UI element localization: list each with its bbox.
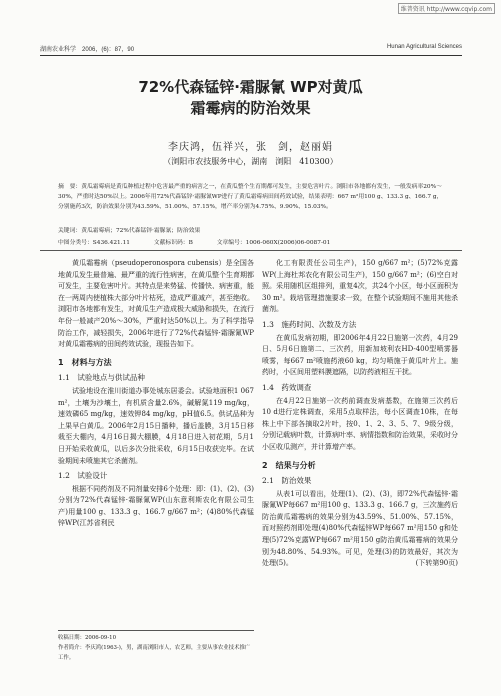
section-heading-2: 2 结果与分析 bbox=[262, 460, 316, 470]
paragraph-1-1: 试验地设在淮川街道办事处城东居委会。试验地面积1 067 m²，土壤为沙壤土，有机质含量2.6%，碱解氮119 mg/kg，速效磷65 mg/kg，速效钾84 mg/kg，pH值6.5。供试品种为上果早白黄瓜。2006年2月15日播种，播后盖膜，3月15日移栽至大棚内，4月16日揭大棚膜，4月18日进入初花期，5月1日开始采收黄瓜，以后多次分批采收，6月15日收获完毕。在试验期间未喷施其它杀菌剂。 bbox=[58, 386, 254, 465]
divider bbox=[40, 250, 462, 251]
paragraph-1-2-continued: 化工有限责任公司生产)，150 g/667 m²；(5)72%克露WP(上海杜邦农化有限公司生产)，150 g/667 m²；(6)空白对照。采用随机区组排列，重复4次，共24个小区，每小区面积为30 m²。栽培管理措施要求一致，在整个试验期间不施用其他杀菌剂。 bbox=[262, 259, 458, 314]
intro-paragraph: 黄瓜霜霉病（pseudoperonospora cubensis）是全国各地黄瓜发生最普遍、最严重的流行性病害，在黄瓜整个生育期都可发生，主要危害叶片。其特点是来势猛、传播快、病害重，能在一两周内使植株大部分叶片枯死，造成严重减产，甚至绝收。浏阳市各地都有发生，对黄瓜生产造成极大威胁和损失，在流行年份一般减产20%～30%，严重时达50%以上。为了科学指导防治工作，减轻损失，2006年进行了72%代森锰锌·霜脲氰WP对黄瓜霜霉病的田间药效试验，现报告如下。 bbox=[58, 259, 254, 349]
paper-title-line2: 霜霉病的防治效果 bbox=[190, 99, 311, 117]
subsection-heading-1-2: 1.2 试验设计 bbox=[58, 471, 108, 481]
clc-number: 中图分类号：S436.421.11 bbox=[58, 240, 130, 246]
paragraph-2-1-text: 从表1可以看出，处理(1)、(2)、(3)，即72%代森锰锌·霜脲氰WP每667 m²用100 g、133.3 g、166.7 g，三次施药后防治黄瓜霜霉病的效果分别为43.59%、51.00%、57.15%，而对照药剂即处理(4)80%代森锰锌WP每667 m²用150 g和处理(5)72%克露WP每667 m²用150 g防治黄瓜霜霉病的效果分别为48.80%、54.93%。可见，处理(3)的防效最好，其次为处理(5)。 bbox=[262, 489, 458, 568]
section-heading-1: 1 材料与方法 bbox=[58, 357, 112, 367]
subsection-heading-1-4: 1.4 药效调查 bbox=[262, 382, 312, 392]
paragraph-1-3: 在黄瓜发病初期，即2006年4月22日施第一次药，4月29日、5月6日施第二、三次药，用新加坡利农HD-400型喷雾器喷雾，每667 m²喷施药液60 kg，均匀喷施于黄瓜叶片上。施药时，小区间用塑料膜遮隔，以防药液相互干扰。 bbox=[262, 333, 458, 377]
subsection-heading-1-3: 1.3 施药时间、次数及方法 bbox=[262, 319, 357, 329]
author-bio: 作者简介：李庆鸿(1963-)，男，湖南浏阳市人，农艺师，主要从事农业技术推广工作。 bbox=[58, 645, 251, 661]
paper-title-line1: 72%代森锰锌·霜脲氰 WP对黄瓜 bbox=[138, 78, 363, 96]
left-column bbox=[58, 258, 254, 532]
continued-note: (下转第90页) bbox=[415, 559, 458, 568]
journal-citation: 湖南农业科学 2006，(6)：87，90 bbox=[40, 47, 135, 53]
keywords: 关键词：黄瓜霜霉病；72%代森锰锌·霜脲氰；防治效果 bbox=[58, 228, 201, 234]
received-date: 收稿日期：2006-09-10 bbox=[58, 635, 117, 641]
footnote bbox=[58, 630, 254, 663]
author-list: 李庆鸿，伍祥兴，张 剑，赵丽娟 bbox=[168, 142, 333, 153]
subsection-heading-2-1: 2.1 防治效果 bbox=[262, 476, 312, 486]
affiliation: （浏阳市农技服务中心，湖南 浏阳 410300） bbox=[163, 157, 338, 166]
right-column bbox=[262, 258, 458, 572]
abstract: 摘 要：黄瓜霜霉病是黄瓜种植过程中危害最严重的病害之一，在黄瓜整个生育期都可发生，主要危害叶片。浏阳市各地都有发生，一般发病率20%～30%，严重时达50%以上。2006年用72%代森锰锌·霜脲氰WP进行了黄瓜霜霉病田间药效试验，结果表明：667 m²用100 g、133.3 g、166.7 g，分别施药3次，防治效果分别为43.59%、51.00%、57.15%，增产率分别为4.75%、9.90%、15.03%。 bbox=[58, 184, 443, 210]
doc-code: 文献标识码：B bbox=[153, 240, 193, 246]
classification-line bbox=[58, 237, 448, 246]
article-id: 文章编号：1006-060X(2006)06-0087-01 bbox=[216, 240, 331, 246]
paragraph-2-1 bbox=[262, 489, 458, 570]
journal-name-english: Hunan Agricultural Sciences bbox=[386, 44, 462, 50]
watermark: 维普资讯 http://www.cqvip.com bbox=[398, 3, 495, 14]
running-header bbox=[40, 44, 462, 56]
paragraph-1-2: 根据不同药剂及不同剂量安排6个处理：即：(1)、(2)、(3)分别为72%代森锰锌·霜脲氰WP(山东意利斯农化有限公司生产)用量100 g、133.3 g、166.7 g/667 m²；(4)80%代森锰锌WP(江苏省利民 bbox=[58, 484, 254, 528]
subsection-heading-1-1: 1.1 试验地点与供试品种 bbox=[58, 373, 145, 383]
paragraph-1-4: 在4月22日施第一次药前调查发病基数，在施第三次药后10 d进行定株调查，采用5点取样法，每小区调查10株，在每株上中下部各摘取2片叶，按0、1、2、3、5、7、9级分级，分别记载病叶数，计算病叶率、病情指数和防治效果，采收时分小区收瓜测产，并计算增产率。 bbox=[262, 396, 458, 451]
